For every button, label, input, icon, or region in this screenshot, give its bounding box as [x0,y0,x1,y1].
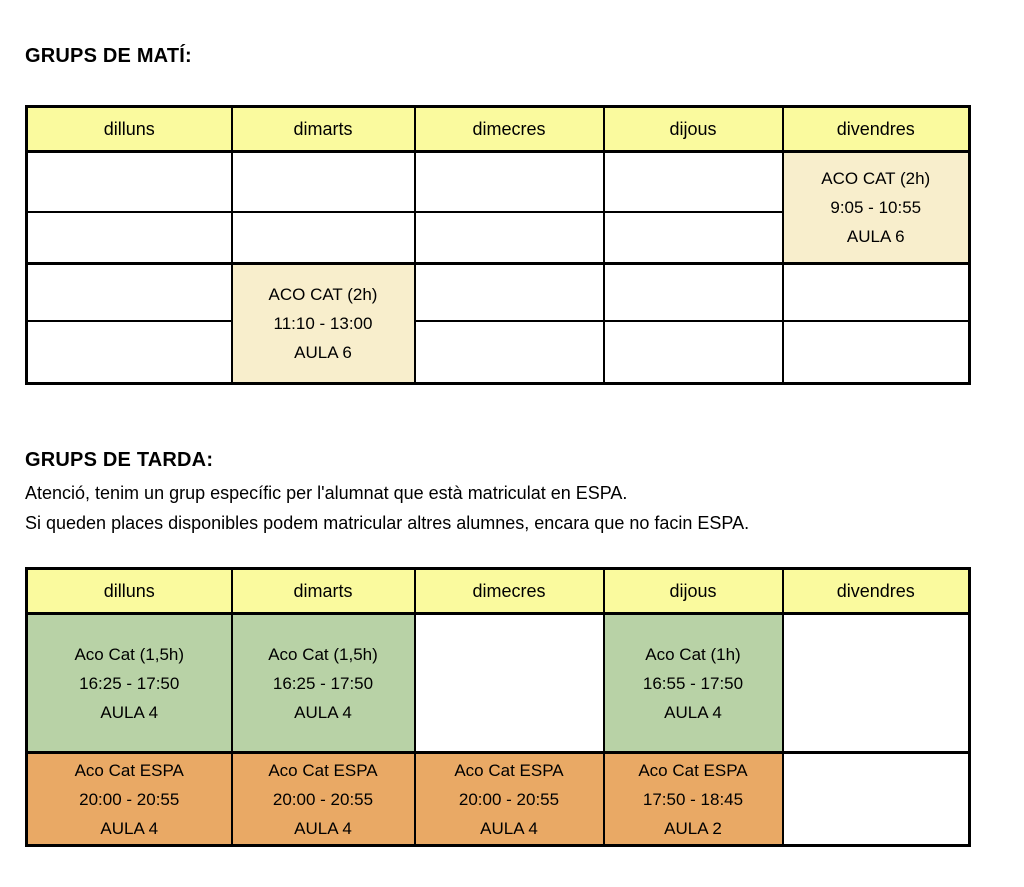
afternoon-schedule-table [25,567,971,847]
event-course-name: ACO CAT (2h) [821,169,931,188]
empty-slot [783,753,970,846]
event-room: AULA 4 [664,702,722,722]
empty-slot [415,614,604,753]
event-course-name: ACO CAT (2h) [268,285,378,304]
event-course-name: Aco Cat ESPA [638,760,748,780]
morning-schedule-table [25,105,971,385]
afternoon-day-header-row [27,569,970,614]
afternoon-notes [25,478,993,538]
morning-row-4 [27,321,970,384]
event-time: 16:25 - 17:50 [272,673,374,693]
event-time: 20:00 - 20:55 [272,789,374,809]
morning-day-header-row [27,107,970,152]
event-course-name: Aco Cat (1,5h) [268,644,378,664]
morning-event-dimarts [232,264,415,384]
empty-slot [27,152,232,212]
espa-note-line-1: Atenció, tenim un grup específic per l'alumnat que està matriculat en ESPA. [25,483,628,503]
empty-slot [415,212,604,264]
day-header-dijous: dijous [604,569,783,614]
event-room: AULA 4 [100,702,159,722]
event-course-name: Aco Cat ESPA [268,760,378,780]
afternoon-espa-dilluns [27,753,232,846]
event-time: 16:25 - 17:50 [79,673,180,693]
empty-slot [27,321,232,384]
afternoon-espa-dimecres [415,753,604,846]
event-time: 11:10 - 13:00 [273,314,373,333]
day-header-dijous: dijous [604,107,783,152]
event-course-name: Aco Cat ESPA [74,760,184,780]
afternoon-espa-row [27,753,970,846]
empty-slot [604,152,783,212]
event-room: AULA 4 [480,818,538,838]
event-time: 20:00 - 20:55 [458,789,560,809]
morning-row-1 [27,152,970,212]
day-header-dimecres: dimecres [415,569,604,614]
event-room: AULA 2 [664,818,722,838]
empty-slot [783,614,970,753]
day-header-divendres: divendres [783,107,970,152]
day-header-divendres: divendres [783,569,970,614]
event-time: 9:05 - 10:55 [830,198,922,217]
afternoon-aco-row [27,614,970,753]
empty-slot [27,212,232,264]
empty-slot [27,264,232,321]
event-time: 17:50 - 18:45 [642,789,744,809]
day-header-dimarts: dimarts [232,569,415,614]
event-course-name: Aco Cat (1,5h) [74,644,185,664]
empty-slot [604,264,783,321]
espa-note-line-2: Si queden places disponibles podem matricular altres alumnes, encara que no facin ESPA. [25,513,750,533]
empty-slot [415,321,604,384]
event-room: AULA 4 [294,702,352,722]
day-header-dimarts: dimarts [232,107,415,152]
event-time: 16:55 - 17:50 [642,673,744,693]
morning-row-3 [27,264,970,321]
empty-slot [415,264,604,321]
empty-slot [415,152,604,212]
event-course-name: Aco Cat (1h) [645,644,741,664]
empty-slot [783,264,970,321]
day-header-dimecres: dimecres [415,107,604,152]
day-header-dilluns: dilluns [27,569,232,614]
afternoon-espa-dimarts [232,753,415,846]
event-room: AULA 4 [294,818,352,838]
afternoon-section-title: GRUPS DE TARDA: [25,449,214,471]
morning-event-divendres [783,152,970,264]
event-room: AULA 4 [100,818,159,838]
event-course-name: Aco Cat ESPA [454,760,564,780]
afternoon-espa-dijous [604,753,783,846]
event-time: 20:00 - 20:55 [79,789,180,809]
event-room: AULA 6 [846,227,905,246]
empty-slot [604,212,783,264]
afternoon-aco-dimarts [232,614,415,753]
empty-slot [783,321,970,384]
empty-slot [232,212,415,264]
afternoon-aco-dijous [604,614,783,753]
day-header-dilluns: dilluns [27,107,232,152]
empty-slot [604,321,783,384]
morning-section-title: GRUPS DE MATÍ: [25,45,192,67]
event-room: AULA 6 [294,343,352,362]
afternoon-aco-dilluns [27,614,232,753]
empty-slot [232,152,415,212]
